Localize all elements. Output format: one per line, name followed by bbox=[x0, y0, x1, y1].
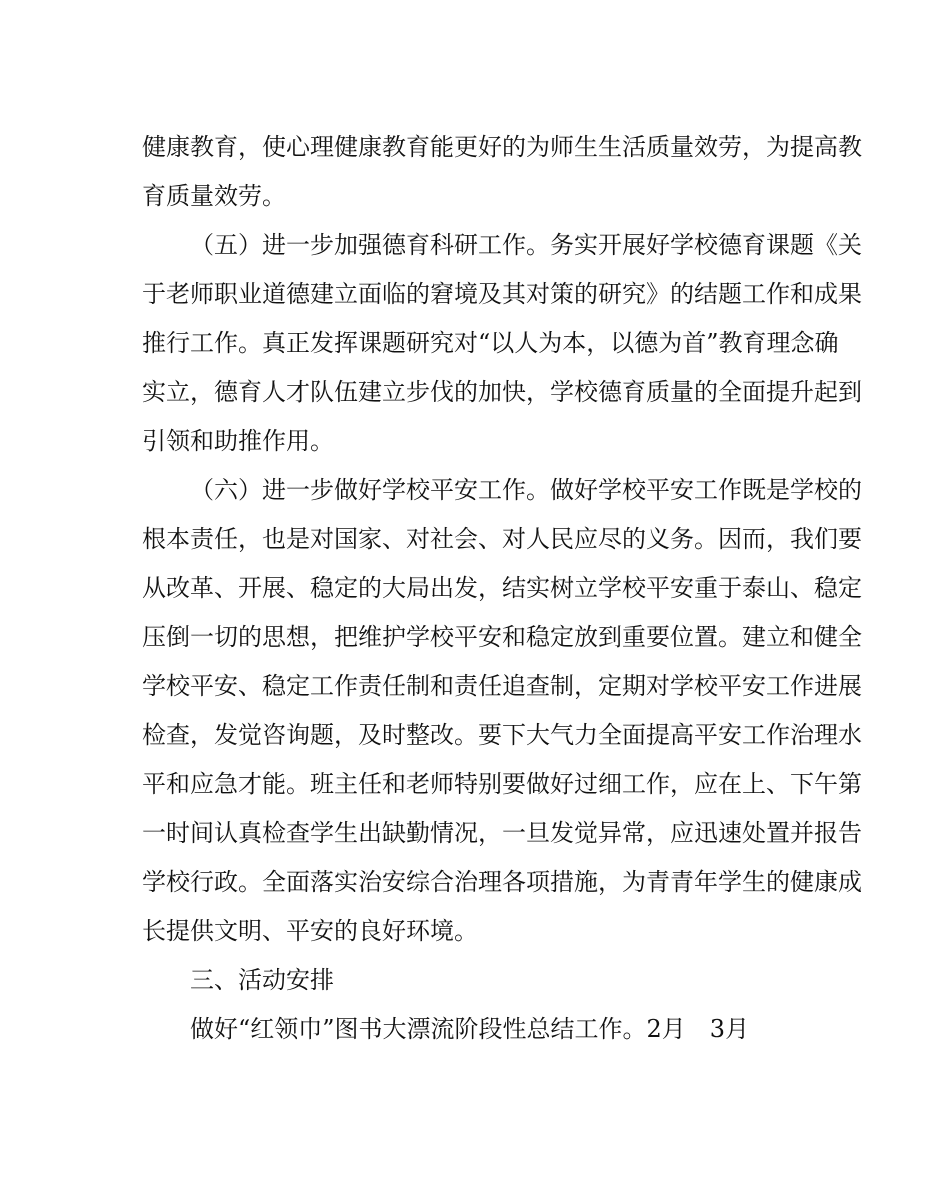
text-line: 压倒一切的思想，把维护学校平安和稳定放到重要位置。建立和健全 bbox=[142, 623, 862, 651]
activity-item: 做好“红领巾”图书大漂流阶段性总结工作。2月 3月 bbox=[190, 1015, 750, 1043]
text-line: 长提供文明、平安的良好环境。 bbox=[142, 917, 478, 945]
text-line: 健康教育，使心理健康教育能更好的为师生生活质量效劳，为提高教 bbox=[142, 133, 862, 161]
text-line: 育质量效劳。 bbox=[142, 182, 286, 210]
text-line: 于老师职业道德建立面临的窘境及其对策的研究》的结题工作和成果 bbox=[142, 280, 862, 308]
text-line: 平和应急才能。班主任和老师特别要做好过细工作，应在上、下午第 bbox=[142, 770, 862, 798]
text-line: 学校行政。全面落实治安综合治理各项措施，为青青年学生的健康成 bbox=[142, 868, 862, 896]
text-line: 实立，德育人才队伍建立步伐的加快，学校德育质量的全面提升起到 bbox=[142, 378, 862, 406]
text-line: 检查，发觉咨询题，及时整改。要下大气力全面提高平安工作治理水 bbox=[142, 721, 862, 749]
text-line: 推行工作。真正发挥课题研究对“以人为本，以德为首”教育理念确 bbox=[142, 329, 839, 357]
text-line: 学校平安、稳定工作责任制和责任追查制，定期对学校平安工作进展 bbox=[142, 672, 862, 700]
paragraph-heading-5: （五）进一步加强德育科研工作。务实开展好学校德育课题《关 bbox=[190, 231, 862, 259]
text-line: 引领和助推作用。 bbox=[142, 427, 334, 455]
text-line: 从改革、开展、稳定的大局出发，结实树立学校平安重于泰山、稳定 bbox=[142, 574, 862, 602]
text-line: 根本责任，也是对国家、对社会、对人民应尽的义务。因而，我们要 bbox=[142, 525, 862, 553]
section-heading: 三、活动安排 bbox=[190, 966, 334, 994]
text-line: 一时间认真检查学生出缺勤情况，一旦发觉异常，应迅速处置并报告 bbox=[142, 819, 862, 847]
paragraph-heading-6: （六）进一步做好学校平安工作。做好学校平安工作既是学校的 bbox=[190, 476, 862, 504]
